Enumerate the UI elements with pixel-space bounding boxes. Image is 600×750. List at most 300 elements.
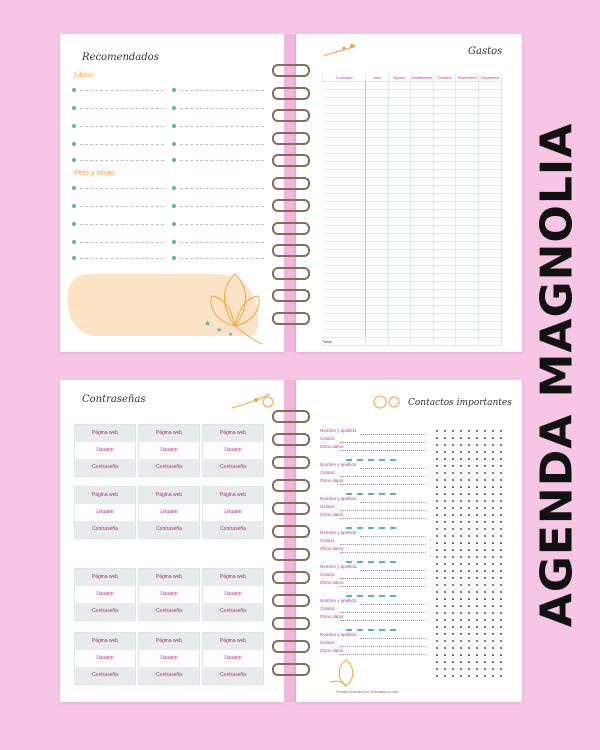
contact-line[interactable] [340,620,426,621]
gastos-cell[interactable] [410,290,433,298]
contact-line[interactable] [360,502,426,503]
gastos-cell[interactable] [433,250,456,258]
contact-line[interactable] [360,434,426,435]
password-field[interactable]: Página web [203,633,263,650]
gastos-cell[interactable] [323,90,366,98]
gastos-cell[interactable] [323,202,366,210]
gastos-cell[interactable] [410,90,433,98]
contact-line[interactable] [340,484,426,485]
gastos-cell[interactable] [388,250,410,258]
password-field[interactable]: Usuario [96,447,114,453]
gastos-cell[interactable] [456,162,479,170]
gastos-cell[interactable] [456,154,479,162]
gastos-cell[interactable] [323,226,366,234]
contact-line[interactable] [360,536,426,537]
grid-dot [444,563,446,565]
gastos-cell[interactable] [433,186,456,194]
gastos-cell[interactable] [433,330,456,338]
password-field[interactable]: Contraseña [139,521,199,538]
gastos-row [323,226,502,234]
password-field[interactable]: Contraseña [139,459,199,476]
gastos-cell[interactable] [323,82,366,90]
gastos-cell[interactable] [479,322,502,330]
gastos-cell[interactable] [433,258,456,266]
password-field[interactable]: Usuario [96,591,114,597]
gastos-cell[interactable] [479,186,502,194]
contactos-title: Contactos importantes [408,398,512,408]
gastos-cell[interactable] [323,98,366,106]
gastos-cell[interactable] [388,226,410,234]
gastos-cell[interactable] [456,330,479,338]
gastos-cell[interactable] [479,114,502,122]
gastos-cell[interactable] [479,298,502,306]
gastos-cell[interactable] [433,306,456,314]
gastos-cell[interactable] [366,322,388,330]
gastos-cell[interactable] [388,306,410,314]
gastos-cell[interactable] [323,146,366,154]
password-field[interactable]: Usuario [224,655,242,661]
gastos-cell[interactable] [433,218,456,226]
password-field[interactable]: Página web [75,425,135,442]
gastos-cell[interactable] [366,186,388,194]
password-field[interactable]: Usuario [160,591,178,597]
gastos-cell[interactable] [366,130,388,138]
gastos-cell[interactable] [479,226,502,234]
gastos-cell[interactable] [456,114,479,122]
gastos-cell[interactable] [479,314,502,322]
password-field[interactable]: Página web [203,425,263,442]
gastos-cell[interactable] [410,162,433,170]
gastos-cell[interactable] [456,106,479,114]
gastos-cell[interactable] [456,98,479,106]
gastos-cell[interactable] [323,298,366,306]
gastos-cell[interactable] [410,322,433,330]
contact-line[interactable] [340,544,426,545]
gastos-cell[interactable] [410,122,433,130]
gastos-cell[interactable] [479,154,502,162]
gastos-cell[interactable] [366,154,388,162]
gastos-cell[interactable] [323,322,366,330]
gastos-cell[interactable] [479,138,502,146]
gastos-cell[interactable] [456,146,479,154]
gastos-cell[interactable] [479,338,502,346]
gastos-cell[interactable] [388,130,410,138]
gastos-cell[interactable] [323,250,366,258]
password-field[interactable]: Contraseña [75,667,135,684]
gastos-cell[interactable] [456,338,479,346]
password-field[interactable]: Página web [75,487,135,504]
gastos-cell[interactable] [456,306,479,314]
gastos-cell[interactable] [366,122,388,130]
password-field[interactable]: Contraseña [139,603,199,620]
gastos-cell[interactable] [410,274,433,282]
password-field[interactable]: Contraseña [75,521,135,538]
gastos-cell[interactable] [456,234,479,242]
gastos-cell[interactable] [323,210,366,218]
contact-line[interactable] [340,654,426,655]
gastos-cell[interactable] [433,202,456,210]
gastos-cell[interactable] [388,282,410,290]
gastos-cell[interactable] [410,138,433,146]
gastos-cell[interactable] [366,258,388,266]
gastos-cell[interactable] [366,178,388,186]
gastos-cell[interactable] [410,330,433,338]
gastos-cell[interactable] [323,218,366,226]
gastos-cell[interactable] [433,194,456,202]
grid-dot [444,486,446,488]
gastos-cell[interactable] [366,314,388,322]
gastos-cell[interactable] [388,314,410,322]
password-field[interactable]: Usuario [224,447,242,453]
gastos-cell[interactable] [456,186,479,194]
gastos-cell[interactable] [410,338,433,346]
gastos-cell[interactable] [479,274,502,282]
gastos-cell[interactable] [323,178,366,186]
gastos-cell[interactable] [388,82,410,90]
contact-line[interactable] [360,468,426,469]
gastos-cell[interactable] [456,82,479,90]
gastos-cell[interactable] [366,338,388,346]
gastos-cell[interactable] [456,314,479,322]
gastos-cell[interactable] [456,170,479,178]
gastos-cell[interactable] [479,98,502,106]
gastos-cell[interactable] [456,322,479,330]
write-line [80,90,164,91]
gastos-cell[interactable] [366,170,388,178]
gastos-cell[interactable] [366,210,388,218]
gastos-cell[interactable] [456,130,479,138]
gastos-cell[interactable] [366,306,388,314]
gastos-cell[interactable] [410,226,433,234]
gastos-cell[interactable] [388,242,410,250]
gastos-cell[interactable] [456,266,479,274]
gastos-cell[interactable] [366,82,388,90]
gastos-cell[interactable] [323,154,366,162]
password-field[interactable]: Página web [75,569,135,586]
contact-line[interactable] [340,510,426,511]
gastos-cell[interactable] [410,314,433,322]
password-field[interactable]: Usuario [160,655,178,661]
gastos-cell[interactable] [366,194,388,202]
gastos-cell[interactable] [479,130,502,138]
contact-line[interactable] [360,570,426,571]
password-field[interactable]: Contraseña [75,459,135,476]
gastos-cell[interactable] [433,114,456,122]
gastos-cell[interactable] [388,290,410,298]
gastos-cell[interactable] [433,130,456,138]
gastos-cell[interactable] [323,274,366,282]
gastos-cell[interactable] [456,290,479,298]
gastos-cell[interactable] [323,330,366,338]
password-field[interactable]: Página web [139,425,199,442]
gastos-cell[interactable] [388,258,410,266]
gastos-cell[interactable] [410,154,433,162]
password-field[interactable]: Usuario [224,509,242,515]
gastos-cell[interactable] [366,330,388,338]
gastos-cell[interactable] [323,258,366,266]
gastos-cell[interactable] [456,90,479,98]
gastos-cell[interactable] [433,210,456,218]
gastos-cell[interactable] [388,194,410,202]
gastos-cell[interactable] [433,338,456,346]
gastos-cell[interactable] [388,178,410,186]
password-field[interactable]: Usuario [96,655,114,661]
grid-dot [500,507,502,509]
password-field[interactable]: Página web [203,487,263,504]
gastos-cell[interactable] [410,298,433,306]
gastos-cell[interactable] [323,290,366,298]
gastos-cell[interactable] [479,202,502,210]
gastos-cell[interactable] [433,122,456,130]
contact-line[interactable] [340,442,426,443]
gastos-cell[interactable] [388,266,410,274]
gastos-cell[interactable] [323,314,366,322]
gastos-cell[interactable] [323,170,366,178]
gastos-cell[interactable] [410,242,433,250]
gastos-cell[interactable] [323,114,366,122]
gastos-cell[interactable] [410,202,433,210]
gastos-cell[interactable] [433,162,456,170]
gastos-cell[interactable] [323,242,366,250]
password-field[interactable]: Contraseña [203,521,263,538]
gastos-cell[interactable] [323,162,366,170]
gastos-cell[interactable] [479,210,502,218]
gastos-cell[interactable] [323,306,366,314]
gastos-cell[interactable] [479,258,502,266]
gastos-cell[interactable] [410,130,433,138]
password-field[interactable]: Contraseña [203,667,263,684]
gastos-cell[interactable] [456,282,479,290]
contact-line[interactable] [360,638,426,639]
gastos-cell[interactable] [410,250,433,258]
contact-line[interactable] [340,476,426,477]
gastos-cell[interactable] [366,114,388,122]
gastos-cell[interactable] [456,122,479,130]
gastos-cell[interactable] [388,90,410,98]
gastos-cell[interactable] [366,98,388,106]
gastos-cell[interactable] [366,290,388,298]
grid-dot [500,619,502,621]
contact-line[interactable] [340,518,426,519]
gastos-cell[interactable] [388,154,410,162]
password-field[interactable]: Contraseña [203,459,263,476]
gastos-cell[interactable] [410,210,433,218]
gastos-cell[interactable] [456,258,479,266]
gastos-cell[interactable] [433,242,456,250]
gastos-cell[interactable] [433,274,456,282]
gastos-cell[interactable] [388,330,410,338]
gastos-cell[interactable] [323,282,366,290]
gastos-cell[interactable] [366,250,388,258]
gastos-cell[interactable] [388,218,410,226]
contact-line[interactable] [340,450,426,451]
gastos-cell[interactable] [479,106,502,114]
gastos-cell[interactable] [433,146,456,154]
password-field[interactable]: Contraseña [75,603,135,620]
gastos-cell[interactable] [410,114,433,122]
gastos-cell[interactable] [366,146,388,154]
gastos-cell[interactable] [479,290,502,298]
gastos-cell[interactable] [456,250,479,258]
gastos-cell[interactable] [433,226,456,234]
gastos-cell[interactable] [366,282,388,290]
gastos-cell[interactable] [410,178,433,186]
gastos-cell[interactable] [410,258,433,266]
svg-text:★: ★ [228,332,234,338]
gastos-cell[interactable] [388,186,410,194]
gastos-cell[interactable] [410,218,433,226]
gastos-cell[interactable] [323,266,366,274]
gastos-cell[interactable] [433,138,456,146]
gastos-cell[interactable] [433,298,456,306]
gastos-cell[interactable] [388,122,410,130]
gastos-cell[interactable] [388,202,410,210]
gastos-cell[interactable] [479,170,502,178]
password-field[interactable]: Contraseña [203,603,263,620]
gastos-cell[interactable] [479,178,502,186]
gastos-cell[interactable] [388,114,410,122]
gastos-cell[interactable] [456,218,479,226]
contact-line[interactable] [360,604,426,605]
gastos-cell[interactable] [388,298,410,306]
gastos-cell[interactable] [433,178,456,186]
gastos-cell[interactable] [323,186,366,194]
gastos-cell[interactable] [433,98,456,106]
gastos-cell[interactable] [479,122,502,130]
gastos-cell[interactable] [388,106,410,114]
password-field[interactable]: Usuario [160,447,178,453]
gastos-cell[interactable] [388,138,410,146]
gastos-cell[interactable] [456,298,479,306]
gastos-cell[interactable] [433,90,456,98]
gastos-cell[interactable] [388,146,410,154]
gastos-cell[interactable] [410,306,433,314]
gastos-cell[interactable] [456,226,479,234]
gastos-cell[interactable] [323,130,366,138]
gastos-cell[interactable] [456,194,479,202]
grid-dot [492,535,494,537]
gastos-cell[interactable] [366,202,388,210]
grid-dot [484,605,486,607]
gastos-cell[interactable] [479,282,502,290]
gastos-cell[interactable] [410,194,433,202]
gastos-cell[interactable] [479,242,502,250]
gastos-cell[interactable] [388,162,410,170]
gastos-cell[interactable] [456,178,479,186]
gastos-cell[interactable] [410,98,433,106]
gastos-cell[interactable] [366,274,388,282]
gastos-cell[interactable] [433,234,456,242]
gastos-cell[interactable] [410,170,433,178]
password-field[interactable]: Contraseña [139,667,199,684]
gastos-cell[interactable] [366,162,388,170]
gastos-cell[interactable] [456,242,479,250]
password-field[interactable]: Usuario [96,509,114,515]
gastos-cell[interactable] [388,170,410,178]
gastos-cell[interactable] [388,98,410,106]
gastos-cell[interactable] [479,82,502,90]
gastos-cell[interactable] [479,234,502,242]
gastos-cell[interactable] [323,138,366,146]
password-field[interactable]: Página web [139,487,199,504]
gastos-cell[interactable] [388,234,410,242]
gastos-cell[interactable] [433,82,456,90]
gastos-cell[interactable] [433,170,456,178]
gastos-cell[interactable] [479,250,502,258]
password-field[interactable]: Página web [139,569,199,586]
grid-dot [460,521,462,523]
gastos-cell[interactable] [456,210,479,218]
gastos-cell[interactable] [410,106,433,114]
gastos-cell[interactable] [410,186,433,194]
gastos-cell[interactable] [366,234,388,242]
contact-line[interactable] [340,578,426,579]
grid-dot [468,577,470,579]
gastos-cell[interactable] [433,322,456,330]
gastos-cell[interactable] [456,138,479,146]
gastos-cell[interactable] [479,306,502,314]
gastos-cell[interactable] [410,266,433,274]
gastos-cell[interactable] [433,266,456,274]
password-field[interactable]: Página web [139,633,199,650]
contact-line[interactable] [340,612,426,613]
gastos-cell[interactable] [366,242,388,250]
gastos-cell[interactable] [456,202,479,210]
gastos-cell[interactable] [366,106,388,114]
gastos-cell[interactable] [433,290,456,298]
gastos-cell[interactable] [366,218,388,226]
contact-line[interactable] [340,646,426,647]
gastos-cell[interactable] [410,282,433,290]
gastos-cell[interactable] [323,106,366,114]
gastos-cell[interactable] [479,146,502,154]
gastos-cell[interactable] [388,338,410,346]
gastos-cell[interactable] [366,226,388,234]
gastos-cell[interactable] [410,234,433,242]
gastos-cell[interactable] [479,218,502,226]
contact-line[interactable] [340,552,426,553]
grid-dot [492,437,494,439]
gastos-cell[interactable] [388,210,410,218]
contact-line[interactable] [340,586,426,587]
gastos-cell[interactable] [433,106,456,114]
gastos-cell[interactable] [479,266,502,274]
gastos-cell[interactable] [366,138,388,146]
gastos-cell[interactable] [410,146,433,154]
gastos-cell[interactable] [433,154,456,162]
gastos-cell[interactable] [366,266,388,274]
gastos-cell[interactable] [366,298,388,306]
gastos-cell[interactable] [388,322,410,330]
password-field[interactable]: Usuario [224,591,242,597]
gastos-cell[interactable] [479,330,502,338]
gastos-cell[interactable] [323,234,366,242]
gastos-cell[interactable] [388,274,410,282]
gastos-cell[interactable] [479,90,502,98]
password-field[interactable]: Usuario [160,509,178,515]
gastos-cell[interactable] [323,194,366,202]
gastos-cell[interactable] [410,82,433,90]
gastos-cell[interactable] [323,122,366,130]
gastos-cell[interactable] [479,194,502,202]
gastos-cell[interactable] [433,282,456,290]
gastos-cell[interactable] [433,314,456,322]
password-field[interactable]: Página web [203,569,263,586]
password-field[interactable]: Página web [75,633,135,650]
gastos-cell[interactable] [479,162,502,170]
gastos-cell[interactable] [366,90,388,98]
gastos-cell[interactable] [456,274,479,282]
